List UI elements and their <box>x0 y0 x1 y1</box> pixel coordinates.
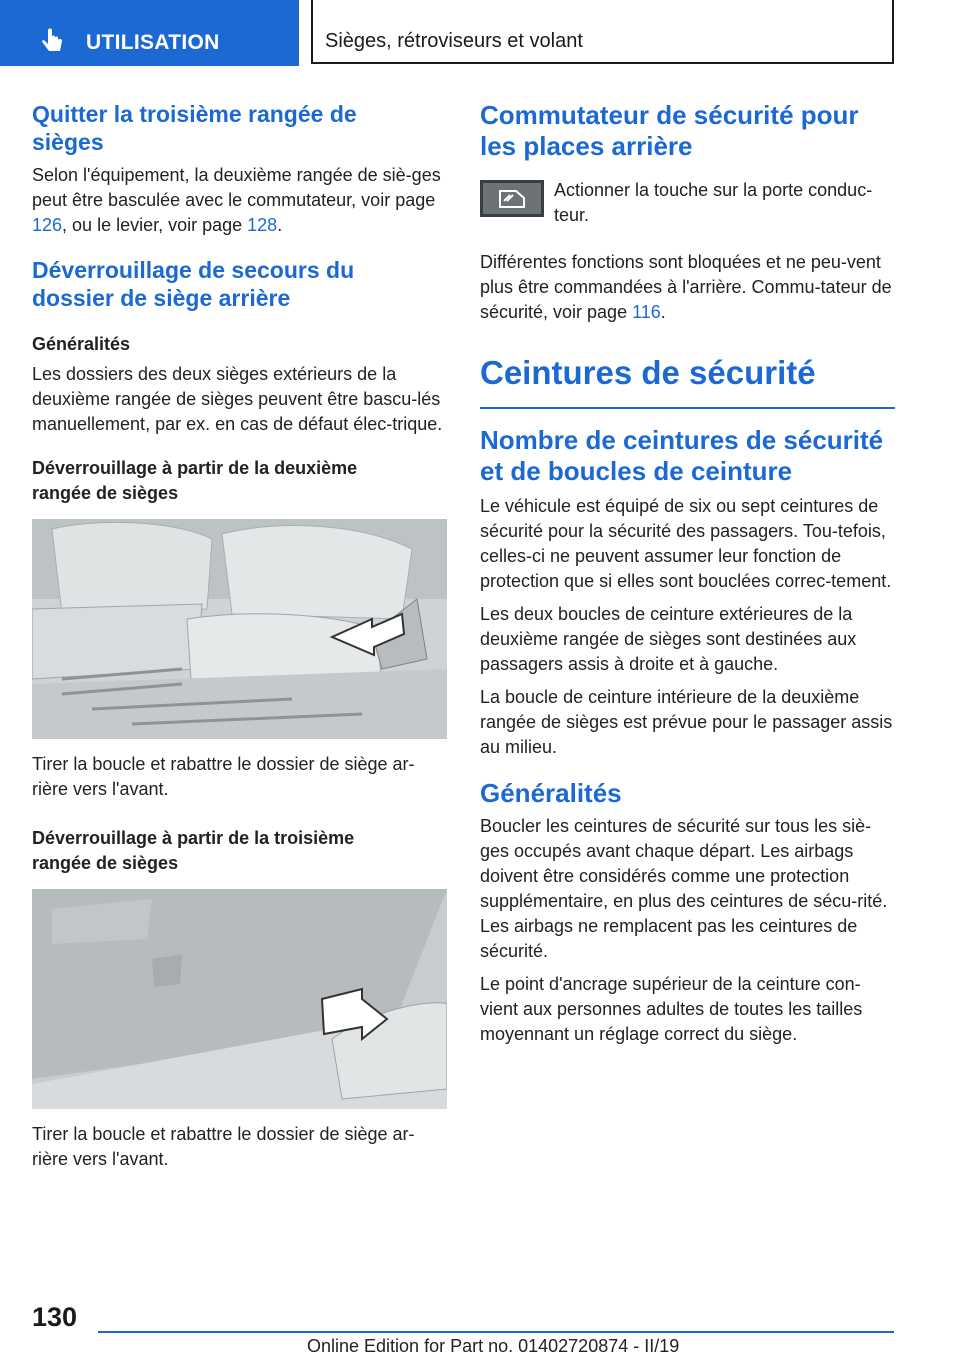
section-tab[interactable] <box>0 0 299 66</box>
paragraph-generalites: Les dossiers des deux sièges extérieurs de la deuxième rangée de sièges peuvent être bascu-lés manuellement, par ex. en cas de défaut élec-trique. <box>32 364 443 434</box>
fonctions-text-2: . <box>660 302 666 322</box>
heading-nombre-ceintures: Nombre de ceintures de sécurité et de boucles de ceinture <box>480 425 884 486</box>
heading-quitter: Quitter la troisième rangée de sièges <box>32 101 357 155</box>
paragraph-deuxieme-rangee: Tirer la boucle et rabattre le dossier de siège ar-rière vers l'avant. <box>32 754 415 799</box>
child-lock-window-icon <box>480 180 544 217</box>
page-header <box>0 0 960 66</box>
heading-rule <box>480 407 895 409</box>
chapter-title: Sièges, rétroviseurs et volant <box>325 30 583 52</box>
paragraph-fonctions <box>480 250 895 325</box>
paragraph-nombre-3: La boucle de ceinture intérieure de la deuxième rangée de sièges est prévue pour le passager assis au milieu. <box>480 687 893 757</box>
second-row-seat-drawing <box>32 519 447 739</box>
page-number: 130 <box>32 1302 78 1332</box>
fonctions-text-1: Différentes fonctions sont bloquées et ne peu-vent plus être commandées à l'arrière. Commu-tateur de sécurité, voir page <box>480 252 892 322</box>
heading-ceintures: Ceintures de sécurité <box>480 354 816 391</box>
paragraph-quitter <box>32 163 448 238</box>
paragraph-nombre-2: Les deux boucles de ceinture extérieures de la deuxième rangée de sièges sont destinées aux passagers assis à droite et à gauche. <box>480 604 857 674</box>
paragraph-actionner: Actionner la touche sur la porte conduc-teur. <box>554 180 873 225</box>
quitter-text-2: , ou le levier, voir page <box>62 215 248 235</box>
section-label: UTILISATION <box>86 31 220 54</box>
footer-edition: Online Edition for Part no. 01402720874 - II/19 <box>307 1336 680 1356</box>
heading-troisieme-rangee: Déverrouillage à partir de la troisième rangée de sièges <box>32 828 355 873</box>
paragraph-generalites-ceintures-2: Le point d'ancrage supérieur de la ceinture con-vient aux personnes adultes de toutes les tailles moyennant un réglage correct du siège. <box>480 974 863 1044</box>
second-row-seat-image <box>32 519 447 739</box>
heading-deuxieme-rangee: Déverrouillage à partir de la deuxième rangée de sièges <box>32 458 358 503</box>
paragraph-nombre-1: Le véhicule est équipé de six ou sept ceintures de sécurité pour la sécurité des passagers. Tou-tefois, celles-ci ne peuvent assumer leur fonction de protection que si elles sont bouclées correc-tement. <box>480 496 892 591</box>
heading-generalites: Généralités <box>32 334 131 354</box>
hand-pointer-icon <box>38 27 68 57</box>
heading-deverrouillage: Déverrouillage de secours du dossier de siège arrière <box>32 257 355 311</box>
third-row-seat-drawing <box>32 889 447 1109</box>
page-link-126[interactable]: 126 <box>32 215 63 235</box>
page-link-116[interactable]: 116 <box>632 302 661 322</box>
paragraph-troisieme-rangee: Tirer la boucle et rabattre le dossier de siège ar-rière vers l'avant. <box>32 1124 415 1169</box>
heading-generalites-ceintures: Généralités <box>480 778 622 808</box>
quitter-text-1: Selon l'équipement, la deuxième rangée de siè-ges peut être basculée avec le commutateur, voir page <box>32 165 441 210</box>
third-row-seat-image <box>32 889 447 1109</box>
quitter-text-3: . <box>277 215 283 235</box>
left-column <box>32 100 448 1172</box>
right-column <box>480 100 895 1047</box>
footer-rule <box>98 1331 894 1333</box>
paragraph-generalites-ceintures-1: Boucler les ceintures de sécurité sur tous les siè-ges occupés avant chaque départ. Les airbags doivent être considérés comme une protection supplémentaire, en plus des ceintures de sécu-rité. Les airbags ne remplacent pas les ceintures de sécurité. <box>480 816 888 961</box>
heading-commutateur: Commutateur de sécurité pour les places arrière <box>480 100 859 161</box>
page-link-128[interactable]: 128 <box>247 215 278 235</box>
